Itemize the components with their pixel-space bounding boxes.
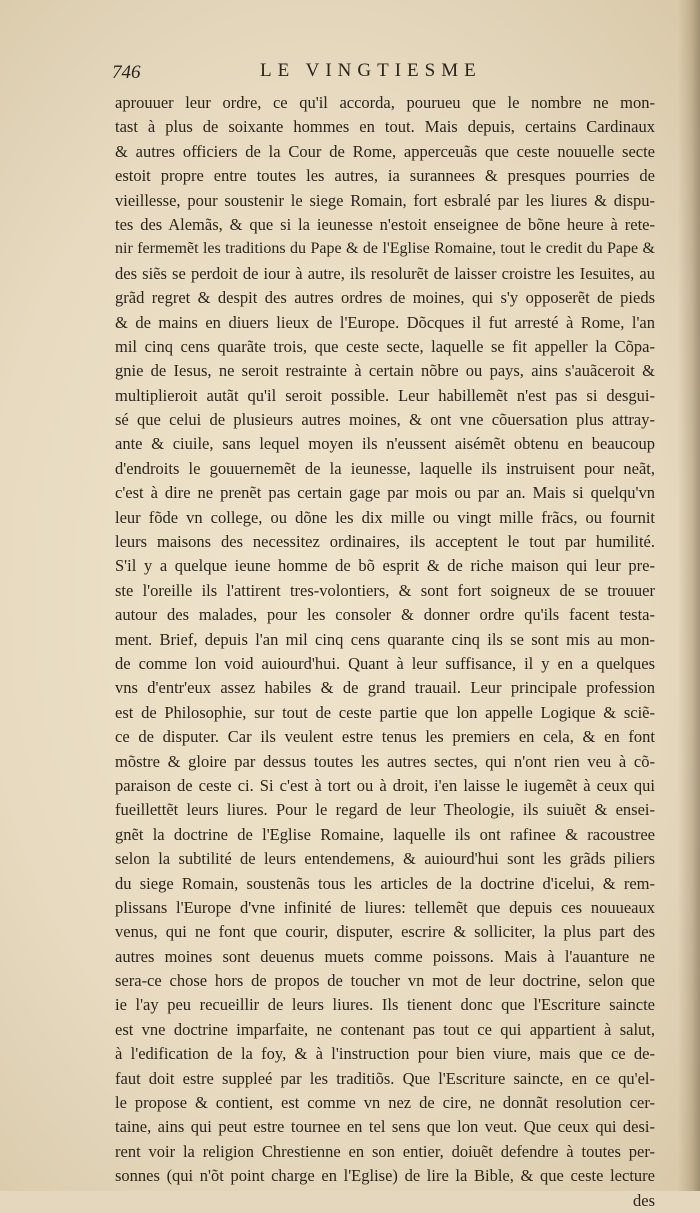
text-line: de comme lon void auiourd'hui. Quant à leur suffisance, il y en a quelques (115, 653, 655, 673)
running-title: LE VINGTIESME (260, 60, 482, 81)
text-line: faut doit estre suppleé par les traditiõs. Que l'Escriture saincte, en ce qu'el- (115, 1068, 655, 1088)
catchword: des (633, 1190, 655, 1210)
text-line: rent voir la religion Chrestienne en son entier, doiuẽt defendre à toutes per- (115, 1141, 655, 1161)
text-line: le propose & contient, est comme vn nez de cire, ne donnãt resolution cer- (115, 1093, 655, 1113)
text-line: d'endroits le gouuernemẽt de la ieunesse, laquelle ils instruisent pour neãt, (115, 458, 655, 478)
text-line: estoit propre entre toutes les autres, ia surannees & presques pourries de (115, 166, 655, 186)
page-number: 746 (112, 62, 141, 83)
text-line: vieillesse, pour soustenir le siege Romain, fort esbralé par les liures & dispu- (115, 190, 655, 210)
text-line: selon la subtilité de leurs entendemens, & auiourd'hui sont les grãds piliers (115, 849, 655, 869)
text-line: taine, ains qui peut estre tournee en tel sens que lon veut. Que ceux qui desi- (115, 1117, 655, 1137)
text-line: ante & ciuile, sans lequel moyen ils n'eussent aisémẽt obtenu en beaucoup (115, 434, 655, 454)
text-line: sé que celui de plusieurs autres moines, & ont vne cõuersation plus attray- (115, 410, 655, 430)
page-edge-shadow (678, 0, 700, 1191)
text-line: c'est à dire ne prenẽt pas certain gage par mois ou par an. Mais si quelqu'vn (115, 483, 655, 503)
text-line: S'il y a quelque ieune homme de bõ esprit & de riche maison qui leur pre- (115, 556, 655, 576)
text-line: tast à plus de soixante hommes en tout. Mais depuis, certains Cardinaux (115, 117, 655, 137)
text-line: venus, qui ne font que courir, disputer, escrire & solliciter, la plus part des (115, 922, 655, 942)
text-line: à l'edification de la foy, & à l'instruction pour bien viure, mais que ce de- (115, 1044, 655, 1064)
body-text (115, 91, 655, 1213)
text-line: & autres officiers de la Cour de Rome, apperceuãs que ceste nouuelle secte (115, 141, 655, 161)
text-line: ie l'ay peu recueillir de leurs liures. Ils tienent donc que l'Escriture saincte (115, 995, 655, 1015)
text-line: grãd regret & despit des autres ordres de moines, qui s'y opposerẽt de pieds (115, 288, 655, 308)
text-line: leurs maisons des necessitez ordinaires, ils acceptent le tout par humilité. (115, 532, 655, 552)
text-line: mõstre & gloire par dessus toutes les autres sectes, qui n'ont rien veu à cõ- (115, 751, 655, 771)
text-line: gnẽt la doctrine de l'Eglise Romaine, laquelle ils ont rafinee & racoustree (115, 824, 655, 844)
text-line: sonnes (qui n'õt point charge en l'Eglise) de lire la Bible, & que ceste lecture (115, 1166, 655, 1186)
text-line: mil cinq cens quarãte trois, que ceste secte, laquelle se fit appeller la Cõpa- (115, 336, 655, 356)
text-line: des siẽs se perdoit de iour à autre, ils resolurẽt de laisser croistre les Iesuites, au (115, 263, 655, 283)
text-line: plissans l'Europe d'vne infinité de liures: tellemẽt que depuis ces nouueaux (115, 897, 655, 917)
text-line: autour des malades, pour les consoler & donner ordre qu'ils facent testa- (115, 605, 655, 625)
text-line: nir fermemẽt les traditions du Pape & de l'Eglise Romaine, tout le credit du Pape & (115, 240, 655, 258)
text-line: aprouuer leur ordre, ce qu'il accorda, pourueu que le nombre ne mon- (115, 93, 655, 112)
page-header (112, 60, 657, 90)
text-line: vns d'entr'eux assez habiles & de grand trauail. Leur principale profession (115, 678, 655, 698)
text-line: du siege Romain, soustenãs tous les articles de la doctrine d'icelui, & rem- (115, 873, 655, 893)
text-line: ment. Brief, depuis l'an mil cinq cens quarante cinq ils se sont mis au mon- (115, 629, 655, 649)
text-line: & de mains en diuers lieux de l'Europe. Dõcques il fut arresté à Rome, l'an (115, 312, 655, 332)
text-line: est de Philosophie, sur tout de ceste partie que lon appelle Logique & sciẽ- (115, 702, 655, 722)
text-line: gnie de Iesus, ne seroit restrainte à certain nõbre ou pays, ains s'auãceroit & (115, 361, 655, 381)
text-line: leur fõde vn college, ou dõne les dix mille ou vingt mille frãcs, ou fournit (115, 507, 655, 527)
text-line: ste l'oreille ils l'attirent tres-volontiers, & sont fort soigneux de se trouuer (115, 580, 655, 600)
text-line: autres moines sont deuenus muets comme poissons. Mais à l'auanture ne (115, 946, 655, 966)
text-line: tes des Alemãs, & que si la ieunesse n'estoit enseignee de bõne heure à rete- (115, 214, 655, 234)
text-line: paraison de ceste ci. Si c'est à tort ou à droit, i'en laisse le iugemẽt à ceux qui (115, 775, 655, 795)
text-line: sera-ce chose hors de propos de toucher vn mot de leur doctrine, selon que (115, 971, 655, 991)
text-line: est vne doctrine imparfaite, ne contenant pas tout ce qui appartient à salut, (115, 1019, 655, 1039)
text-line: multiplieroit autãt qu'il seroit possible. Leur habillemẽt n'est pas si desgui- (115, 385, 655, 405)
text-line: fueillettẽt leurs liures. Pour le regard de leur Theologie, ils suiuẽt & ensei- (115, 800, 655, 820)
text-line: ce de disputer. Car ils veulent estre tenus les premiers en cela, & en font (115, 727, 655, 747)
